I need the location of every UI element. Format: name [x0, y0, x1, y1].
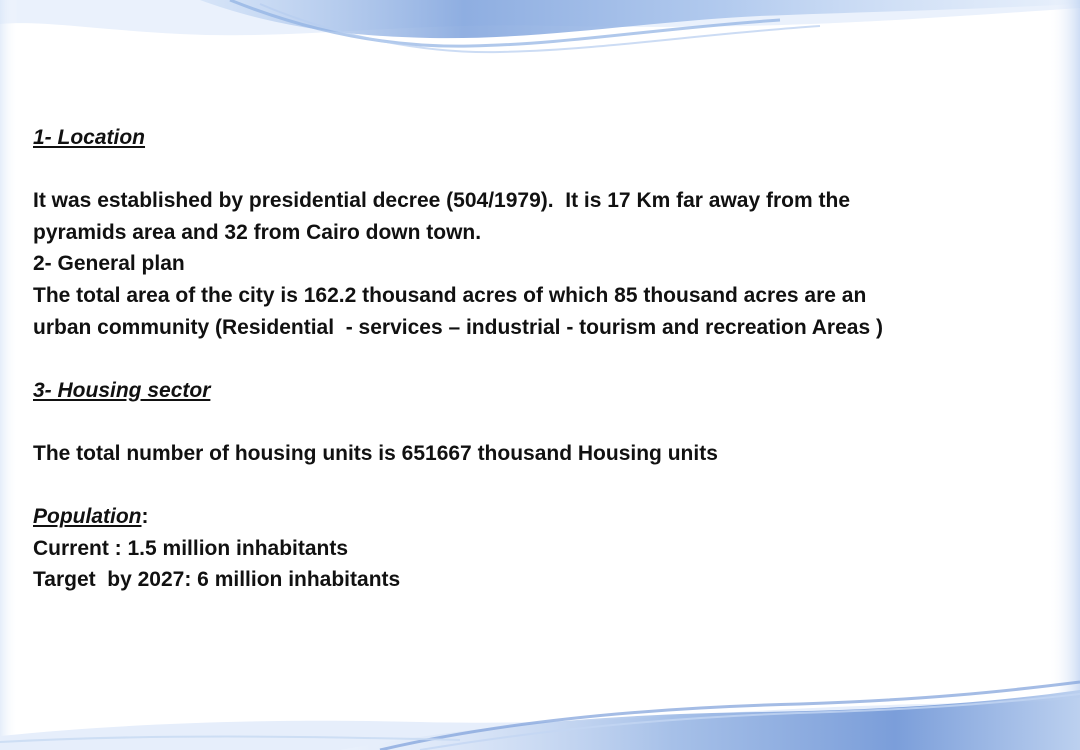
- population-target: Target by 2027: 6 million inhabitants: [33, 568, 401, 592]
- population-heading-line: [33, 501, 1043, 533]
- population-current: Current : 1.5 million inhabitants: [33, 536, 349, 560]
- population-heading: Population: [33, 505, 142, 529]
- spacer: [33, 406, 1043, 438]
- slide-body: [33, 122, 1043, 596]
- population-heading-colon: :: [141, 505, 149, 529]
- general-plan-heading: 2- General plan: [33, 252, 185, 276]
- location-text-line-2: pyramids area and 32 from Cairo down town.: [33, 220, 482, 244]
- spacer: [33, 154, 1043, 186]
- spacer: [33, 470, 1043, 502]
- general-plan-text-line-1: The total area of the city is 162.2 thousand acres of which 85 thousand acres are an: [33, 283, 867, 307]
- housing-text: The total number of housing units is 651667 thousand Housing units: [33, 441, 718, 465]
- housing-heading: 3- Housing sector: [33, 378, 211, 402]
- general-plan-text-line-2: urban community (Residential - services – industrial - tourism and recreation Areas ): [33, 315, 883, 339]
- location-text-line-1: It was established by presidential decree (504/1979). It is 17 Km far away from the: [33, 189, 851, 213]
- spacer: [33, 343, 1043, 375]
- location-heading: 1- Location: [33, 126, 146, 149]
